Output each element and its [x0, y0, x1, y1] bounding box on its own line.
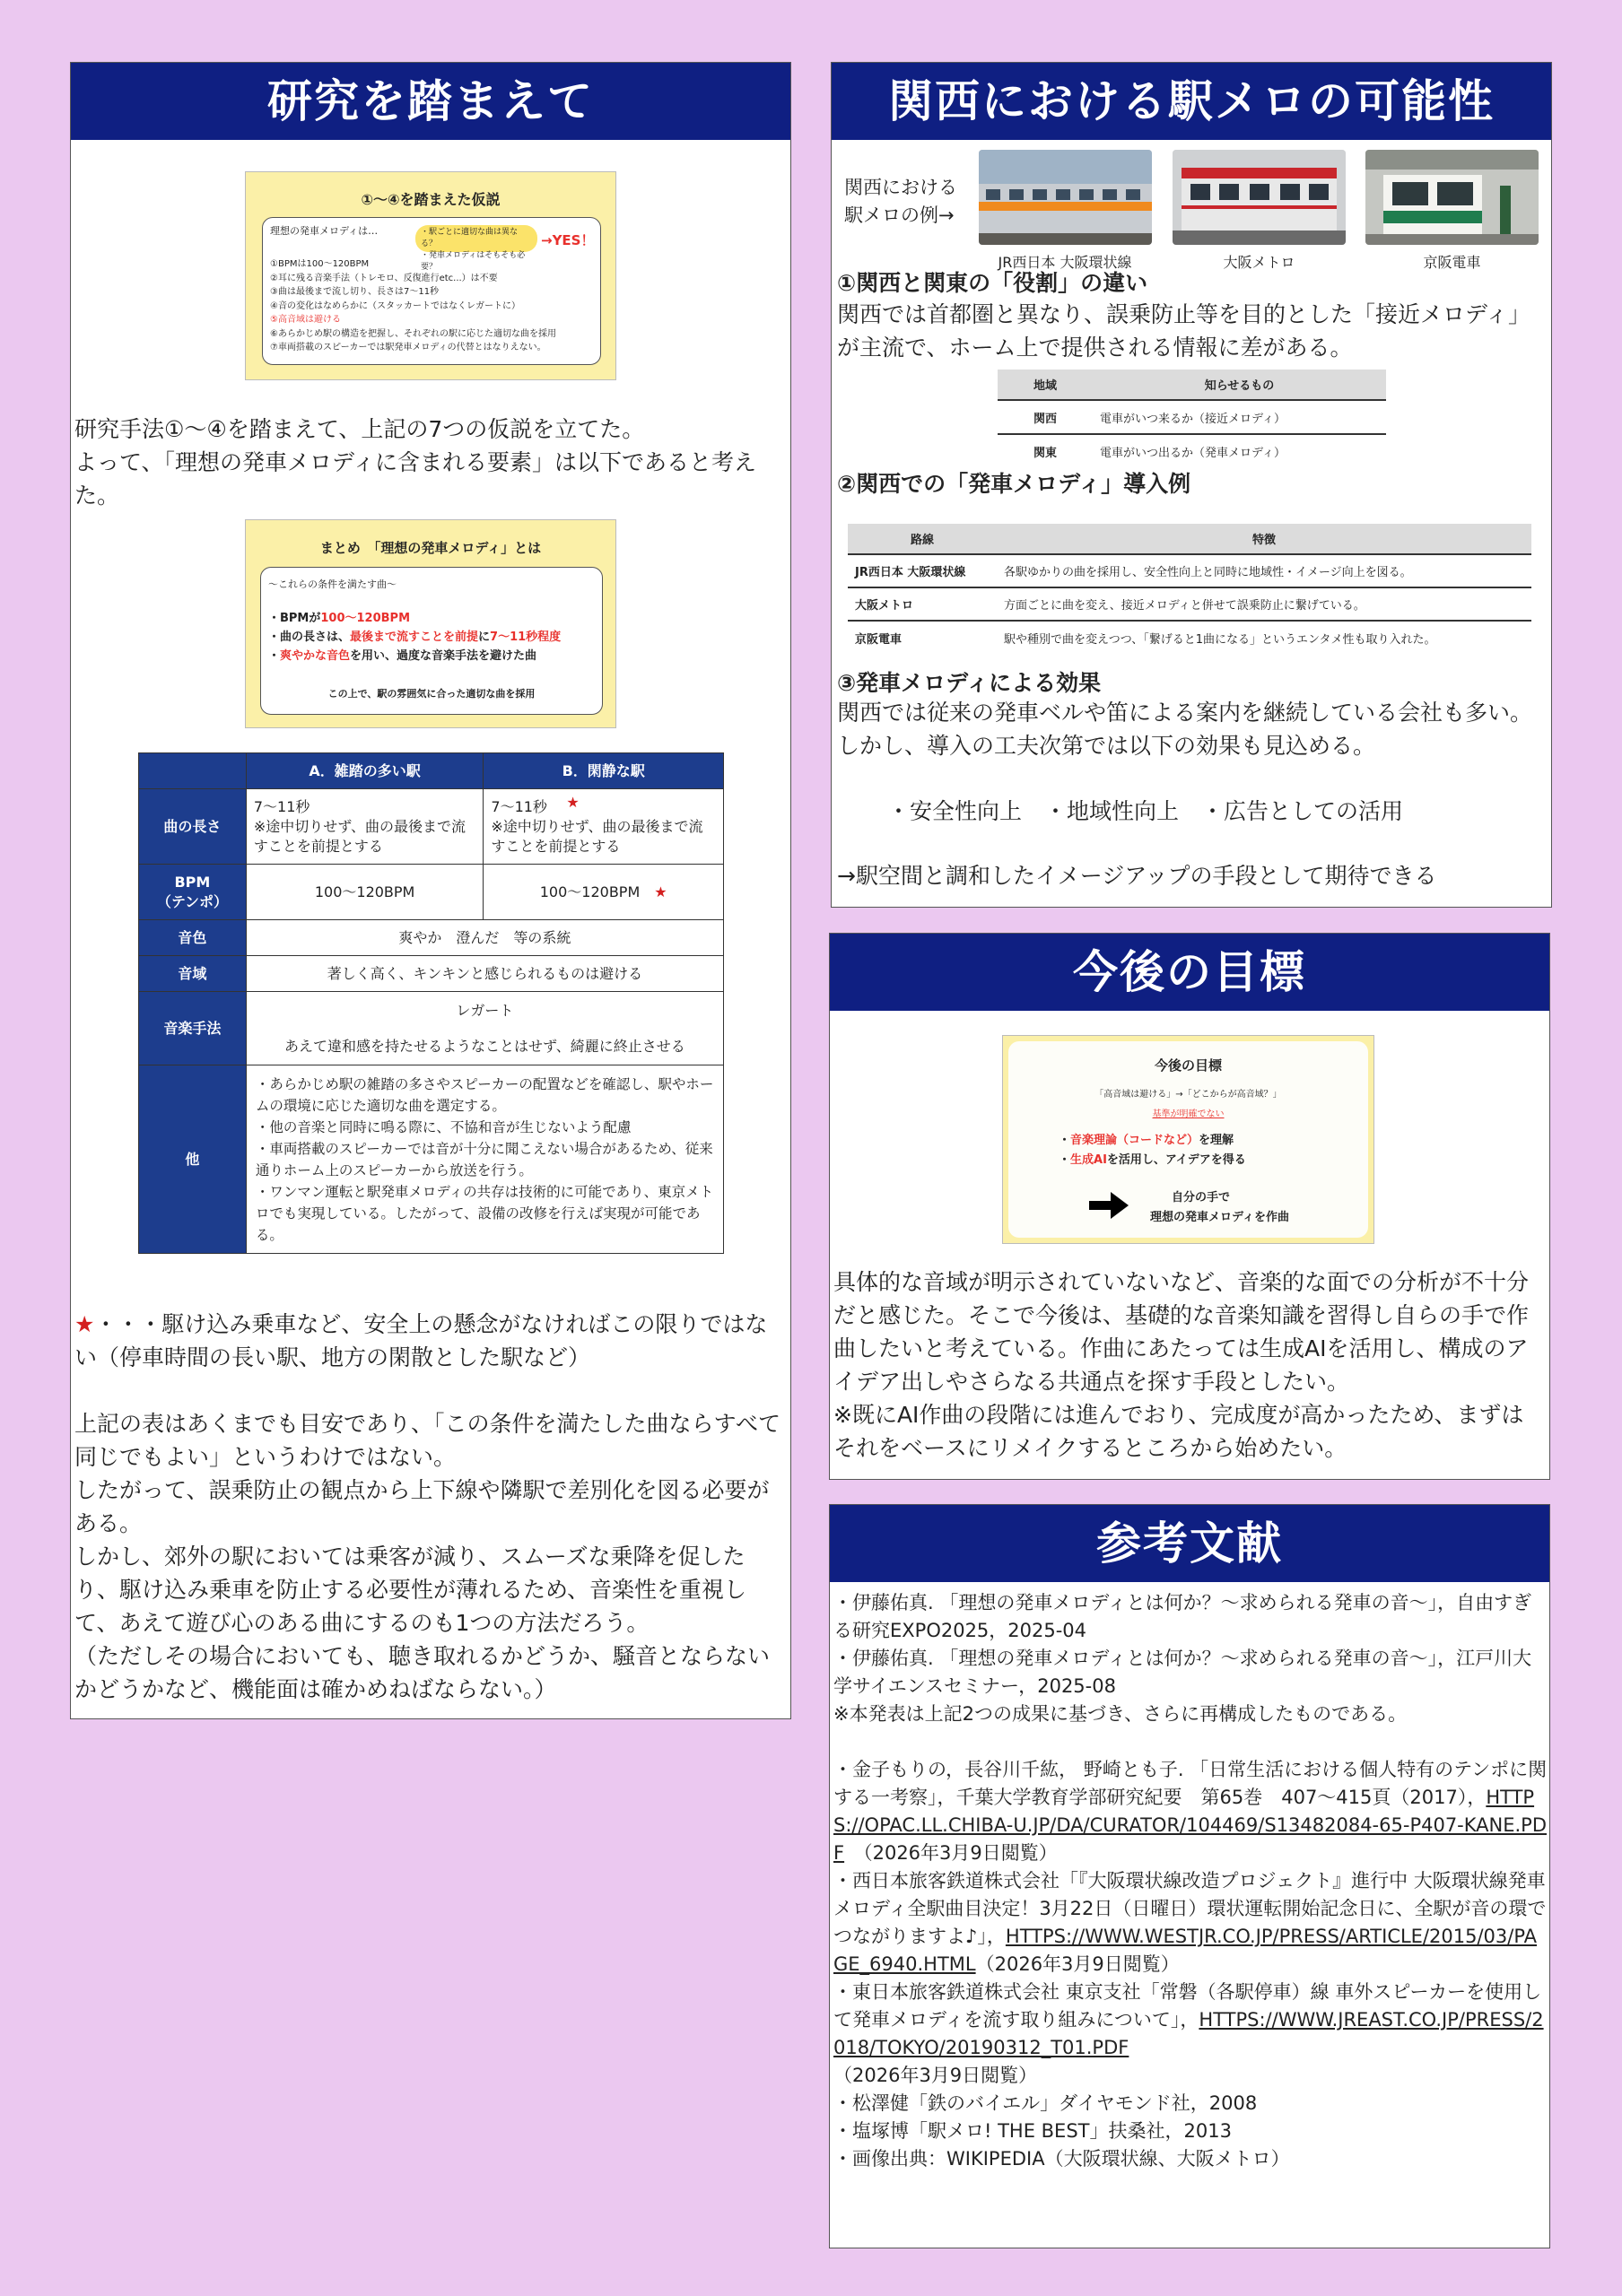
hypothesis-5: ⑤高音域は避ける	[270, 315, 341, 325]
goals-bullets	[1059, 1131, 1246, 1170]
goals-note: ※既にAI作曲の段階には進んでおり、完成度が高かったため、まずはそれをベースにリメイクするところから始めたい。	[833, 1402, 1524, 1461]
goals-text	[833, 1265, 1544, 1465]
intro-metro-line: 大阪メトロ	[848, 587, 997, 621]
ref-5	[833, 1867, 1548, 1979]
panel-title: 関西における駅メロの可能性	[832, 63, 1551, 140]
role-kanto-region: 関東	[1033, 447, 1057, 460]
goals-line2: 基準が明確でない	[1152, 1109, 1225, 1119]
cond-range-value: 著しく高く、キンキンと感じられるものは避ける	[246, 956, 723, 992]
ref-1: ・伊藤佑真. 「理想の発車メロディとは何か？〜求められる発車の音〜」，自由すぎる研究EXPO2025，2025-04	[833, 1592, 1532, 1641]
cond-length-head: 曲の長さ	[139, 789, 247, 865]
ref-5-accessed: （2026年3月9日閲覧）	[975, 1953, 1180, 1975]
star-icon: ★	[74, 1311, 95, 1337]
cond-length-b-text: 7〜11秒 ※途中切りせず、曲の最後まで流すことを前提とする	[491, 797, 703, 855]
right-arrow-icon	[1089, 1190, 1129, 1221]
ref-4-link[interactable]: HTTPS://OPAC.LL.CHIBA-U.JP/DA/CURATOR/104469/S13482084-65-P407-KANE.PDF	[833, 1787, 1548, 1864]
intro-row-metro	[848, 587, 1531, 621]
summary-inner	[260, 567, 603, 715]
intro-header-line: 路線	[848, 524, 997, 554]
summary-length-ni: に	[478, 631, 491, 644]
cond-bpm-a: 100〜120BPM	[246, 865, 484, 920]
conditions-table	[138, 752, 724, 1254]
star-note-text: ・・・駆け込み乗車など、安全上の懸念がなければこの限りではない（停車時間の長い駅、地方の閑散とした駅など）	[74, 1311, 768, 1370]
cond-method-v2: あえて違和感を持たせるようなことはせず、綺麗に終止させる	[284, 1037, 685, 1055]
role-table	[998, 370, 1386, 468]
goals-bullet-2-rest: を活用し、アイデアを得る	[1106, 1153, 1246, 1167]
star-note	[74, 1308, 785, 1374]
ref-6-link[interactable]: HTTPS://WWW.JREAST.CO.JP/PRESS/2018/TOKYO/20190312_T01.PDF	[833, 2009, 1544, 2058]
hypothesis-intro: 理想の発車メロディは…	[270, 225, 379, 237]
summary-bpm	[268, 609, 561, 628]
hypothesis-7: ⑦車両搭載のスピーカーでは駅発車メロディの代替とはなりえない。	[270, 343, 546, 352]
cond-bpm-head: BPM （テンポ）	[139, 865, 247, 920]
para-caveat: （ただしその場合においても、聴き取れるかどうか、騒音とならないかどうかなど、機能面は確かめねばならない。）	[74, 1643, 771, 1702]
keihan-photo	[1365, 150, 1539, 245]
summary-tone-rest: を用い、過度な音楽手法を避けた曲	[350, 649, 537, 663]
intro-header-feature: 特徴	[997, 524, 1531, 554]
goals-bullet-theory	[1059, 1131, 1246, 1151]
cond-other-value: ・あらかじめ駅の雑踏の多さやスピーカーの配置などを確認し、駅やホームの環境に応じた適切な曲を選定する。 ・他の音楽と同時に鳴る際に、不協和音が生じないよう配慮 ・車両搭載のスピーカーでは音が十分に聞こえない場合があるため、従来通りホーム上のスピーカーから放送を行う。 ・ワンマン運転と駅発車メロディの共存は技術的に可能であり、東京メトロでも実現している。したがって、設備の改修を行えば実現が可能である。	[246, 1065, 723, 1254]
intro-metro-feature: 方面ごとに曲を変え、接近メロディと併せて誤乗防止に繋げている。	[997, 587, 1531, 621]
caption-osaka-metro: 大阪メトロ	[1223, 254, 1295, 271]
cond-range-head: 音域	[139, 956, 247, 992]
cond-row-tone	[139, 920, 724, 956]
para-elements: よって、「理想の発車メロディに含まれる要素」は以下であると考えた。	[74, 449, 757, 509]
intro-keihan-line: 京阪電車	[855, 632, 903, 647]
goals-bullet-1-key: 音楽理論（コードなど）	[1070, 1134, 1199, 1147]
kansai-effects: ・安全性向上 ・地域性向上 ・広告としての活用	[887, 798, 1404, 824]
ref-9: ・画像出典：WIKIPEDIA（大阪環状線、大阪メトロ）	[833, 2148, 1290, 2170]
bubble-line-1: ・駅ごとに適切な曲は異なる？	[421, 228, 519, 248]
cond-bpm-b	[484, 865, 724, 920]
ref-note: ※本発表は上記2つの成果に基づき、さらに再構成したものである。	[833, 1703, 1408, 1725]
goals-para: 具体的な音域が明示されていないなど、音楽的な面での分析が不十分だと感じた。そこで今後は、基礎的な音楽知識を習得し自らの手で作曲したいと考えている。作曲にあたっては生成AIを活用し、構成のアイデア出しやさらなる共通点を探す手段としたい。	[833, 1269, 1530, 1395]
role-header-region: 地域	[998, 370, 1093, 400]
role-row-kansai	[998, 400, 1386, 434]
bubble-line-2: ・発車メロディはそもそも必要？	[421, 251, 526, 272]
summary-box	[245, 519, 616, 728]
goals-box-title: 今後の目標	[1154, 1057, 1222, 1074]
summary-foot: この上で、駅の雰囲気に合った適切な曲を採用	[327, 688, 536, 700]
ref-4	[833, 1756, 1548, 1867]
intro-row-jr	[848, 554, 1531, 587]
summary-tone	[268, 647, 561, 665]
cond-method-v1: レガート	[456, 1001, 514, 1019]
jr-osaka-loop-photo	[979, 150, 1152, 245]
cond-header-row	[139, 753, 724, 789]
hypothesis-box	[245, 171, 616, 380]
role-row-kanto	[998, 434, 1386, 468]
cond-corner	[139, 753, 247, 789]
goals-bullet-1-mark: ・	[1059, 1134, 1071, 1147]
panel-future-goals	[829, 933, 1550, 1480]
kansai-para-3: 関西では従来の発車ベルや笛による案内を継続している会社も多い。しかし、導入の工夫次第では以下の効果も見込める。	[837, 700, 1533, 759]
kansai-heading-2: ②関西での「発車メロディ」導入例	[837, 471, 1191, 497]
goals-box	[1002, 1035, 1374, 1244]
goals-bullet-ai	[1059, 1151, 1246, 1170]
goals-arrow-text	[1150, 1188, 1289, 1228]
train-image-icon	[979, 150, 1152, 245]
cond-other-head: 他	[139, 1065, 247, 1254]
ref-6-text: ・東日本旅客鉄道株式会社 東京支社「常磐（各駅停車）線 車外スピーカーを使用して発車メロディを流す取り組みについて」，	[833, 1981, 1542, 2031]
summary-length-label: ・曲の長さは、	[268, 631, 351, 644]
summary-tone-value: 爽やかな音色	[280, 649, 351, 663]
panel-title: 今後の目標	[830, 934, 1549, 1011]
kansai-para-1: 関西では首都圏と異なり、誤乗防止等を目的とした「接近メロディ」が主流で、ホーム上で提供される情報に差がある。	[837, 301, 1531, 361]
para-guideline: 上記の表はあくまでも目安であり、「この条件を満たした曲ならすべて同じでもよい」というわけではない。	[74, 1411, 781, 1470]
summary-length-value: 7〜11秒程度	[490, 631, 562, 644]
cond-row-range	[139, 956, 724, 992]
yes-label: →YES！	[541, 232, 595, 248]
role-kansai-region: 関西	[998, 400, 1093, 434]
ref-7: ・松澤健「鉄のバイエル」ダイヤモンド社，2008	[833, 2092, 1258, 2114]
kansai-conclusion: →駅空間と調和したイメージアップの手段として期待できる	[837, 863, 1437, 889]
hypothesis-4: ④音の変化はなめらかに（スタッカートではなくレガートに）	[270, 300, 520, 311]
cond-row-method	[139, 992, 724, 1065]
train-image-icon	[1365, 150, 1539, 245]
ref-8: ・塩塚博「駅メロ! THE BEST」扶桑社，2013	[833, 2120, 1232, 2142]
osaka-metro-photo	[1173, 150, 1346, 245]
cond-length-a: 7〜11秒 ※途中切りせず、曲の最後まで流すことを前提とする	[246, 789, 484, 865]
goals-bullet-2-key: 生成AI	[1070, 1153, 1107, 1167]
train-image-icon	[1173, 150, 1346, 245]
summary-bpm-value: 100〜120BPM	[320, 612, 411, 625]
panel-references	[829, 1504, 1550, 2248]
para-suburban: しかし、郊外の駅においては乗客が減り、スムーズな乗降を促したり、駆け込み乗車を防止する必要性が薄れるため、音楽性を重視して、あえて遊び心のある曲にするのも1つの方法だろう。	[74, 1544, 747, 1636]
kansai-heading-1: ①関西と関東の「役割」の違い	[837, 270, 1148, 296]
role-header-info: 知らせるもの	[1093, 370, 1386, 400]
hypothesis-2: ②耳に残る音楽手法（トレモロ、反復進行etc...）は不要	[270, 273, 498, 283]
hypothesis-1: ①BPMは100〜120BPM	[270, 259, 370, 269]
intro-keihan-feature: 駅や種別で曲を変えつつ、「繋げると1曲になる」というエンタメ性も取り入れた。	[1004, 632, 1436, 647]
cond-row-other	[139, 1065, 724, 1254]
ref-5-text: ・西日本旅客鉄道株式会社「『大阪環状線改造プロジェクト』進行中 大阪環状線発車メロディ全駅曲目決定！3月22日（日曜日）環状運転開始記念日に、全駅が音の環でつながりますよ♪」，	[833, 1870, 1547, 1947]
cond-tone-value: 爽やか 澄んだ 等の系統	[246, 920, 723, 956]
para-hypotheses: 研究手法①〜④を踏まえて、上記の7つの仮説を立てた。	[74, 416, 645, 442]
summary-title: まとめ 「理想の発車メロディ」とは	[319, 540, 542, 556]
intro-jr-line: JR西日本 大阪環状線	[848, 554, 997, 587]
goals-bullet-1-rest: を理解	[1199, 1134, 1234, 1147]
hypothesis-6: ⑥あらかじめ駅の構造を把握し、それぞれの駅に応じた適切な曲を採用	[270, 328, 556, 339]
ref-4-text: ・金子もりの，長谷川千紘， 野崎とも子. 「日常生活における個人特有のテンポに関する一考察」，千葉大学教育学部研究紀要 第65巻 407〜415頁（2017），	[833, 1759, 1548, 1808]
cond-row-bpm	[139, 865, 724, 920]
ref-6	[833, 1979, 1548, 2090]
cond-method-head: 音楽手法	[139, 992, 247, 1065]
research-paragraph	[74, 413, 785, 512]
panel-research-results	[70, 62, 791, 1719]
cond-col-b: B．閑静な駅	[484, 753, 724, 789]
summary-sub: 〜これらの条件を満たす曲〜	[268, 578, 397, 590]
ref-5-link[interactable]: HTTPS://WWW.WESTJR.CO.JP/PRESS/ARTICLE/2015/03/PAGE_6940.HTML	[833, 1926, 1538, 1975]
role-kanto-info: 電車がいつ出るか（発車メロディ）	[1100, 447, 1286, 460]
panel-title: 研究を踏まえて	[71, 63, 790, 140]
cond-row-length	[139, 789, 724, 865]
cond-method-cell	[246, 992, 723, 1065]
star-icon: ★	[566, 794, 580, 811]
hypothesis-list	[270, 257, 556, 355]
cond-tone-head: 音色	[139, 920, 247, 956]
summary-length	[268, 628, 561, 647]
summary-lines	[268, 609, 561, 665]
cond-bpm-b-text: 100〜120BPM	[539, 883, 641, 900]
notes-block	[74, 1308, 785, 1706]
intro-jr-feature: 各駅ゆかりの曲を採用し、安全性向上と同時に地域性・イメージ向上を図る。	[997, 554, 1531, 587]
kansai-heading-3: ③発車メロディによる効果	[837, 670, 1102, 696]
hypothesis-3: ③曲は最後まで流し切り、長さは7〜11秒	[270, 287, 440, 297]
intro-row-keihan	[848, 621, 1531, 654]
ref-2: ・伊藤佑真. 「理想の発車メロディとは何か？〜求められる発車の音〜」，江戸川大学サイエンスセミナー，2025-08	[833, 1648, 1532, 1697]
caption-keihan: 京阪電車	[1423, 254, 1481, 271]
summary-bpm-label: ・BPMが	[268, 612, 321, 625]
example-label: 関西における 駅メロの例→	[844, 177, 957, 226]
hypothesis-title: ①〜④を踏まえた仮説	[361, 191, 501, 208]
summary-tone-bullet: ・	[268, 649, 281, 663]
hypothesis-bubble	[415, 225, 537, 272]
goals-line1: 「高音域は避ける」→「どこからが高音域？」	[1094, 1090, 1282, 1100]
role-kansai-info: 電車がいつ来るか（接近メロディ）	[1093, 400, 1386, 434]
panel-kansai	[831, 62, 1552, 908]
goals-arrow-line-2: 理想の発車メロディを作曲	[1150, 1211, 1289, 1224]
panel-title: 参考文献	[830, 1505, 1549, 1582]
hypothesis-inner	[262, 217, 601, 365]
intro-table	[848, 524, 1531, 654]
goals-arrow-line-1: 自分の手で	[1172, 1191, 1231, 1205]
summary-length-premise: 最後まで流すことを前提	[350, 631, 479, 644]
para-differentiate: したがって、誤乗防止の観点から上下線や隣駅で差別化を図る必要がある。	[74, 1477, 770, 1536]
cond-length-b	[484, 789, 724, 865]
goals-bullet-2-mark: ・	[1059, 1153, 1071, 1167]
goals-inner	[1008, 1041, 1368, 1238]
references-list	[833, 1589, 1548, 2173]
ref-6-accessed: （2026年3月9日閲覧）	[833, 2065, 1038, 2086]
ref-4-accessed: （2026年3月9日閲覧）	[844, 1842, 1058, 1864]
caption-jr: JR西日本 大阪環状線	[998, 254, 1132, 271]
cond-col-a: A．雑踏の多い駅	[246, 753, 484, 789]
star-icon: ★	[654, 883, 667, 900]
